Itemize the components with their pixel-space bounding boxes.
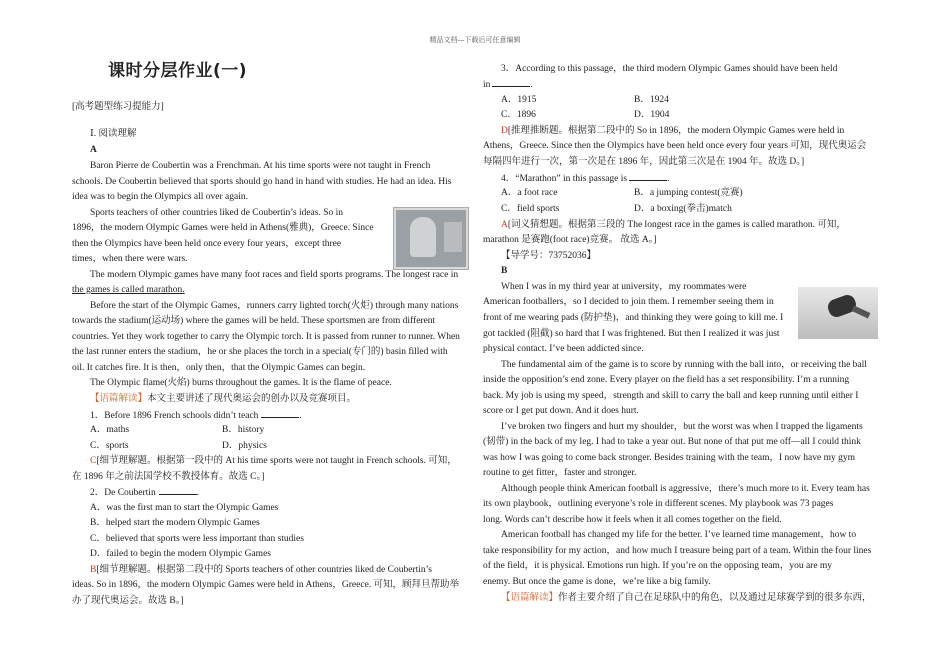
q3-option-b: B．1924 [634,95,669,105]
explanation-text: [词义猜想题。根据第三段的 The longest race in the games is called marathon. 可知， [507,220,846,230]
q3-explanation [501,124,844,140]
passage-a-line: then the Olympics have been held once every four years，except three [72,239,342,249]
question-4-text: 4．“Marathon” in this passage is [501,174,628,184]
passage-b-line: of the field，it is physical. Emotions run high. If you’re on the opposing team，you are my [483,561,833,571]
football-player-image [798,287,878,339]
passage-b-summary [501,591,872,607]
passage-a-line: the last runner enters the stadium，he or she places the torch in a special(专门的) basin filled with [72,347,448,357]
q4-option-b: B．a jumping contest(竞赛) [634,188,743,198]
question-3-in: in [483,80,491,90]
passage-b-line: When I was in my third year at university，my roommates were [501,282,747,292]
summary-text: 作者主要介绍了自己在足球队中的角色，以及通过足球赛学到的很多东西， [558,593,872,603]
passage-a-line: schools. De Coubertin believed that sports should go hand in hand with studies. He had an idea. His [72,177,452,187]
question-1: 1．Before 1896 French schools didn’t teach . [90,408,302,425]
passage-a-line: Sports teachers of other countries liked de Coubertin’s ideas. So in [90,208,344,218]
q4-explanation [501,218,846,234]
passage-a-summary [90,392,356,408]
q2-option-d: D．failed to begin the modern Olympic Games [90,549,271,559]
answer-blank [159,485,197,495]
passage-b-line: was how I was going to come back stronger. Besides training with the team，I now have my gym [483,453,856,463]
passage-b-line: The fundamental aim of the game is to score by running with the ball into，or receiving the ball [501,360,867,370]
q2-explanation-cont: ideas. So in 1896，the modern Olympic Games were held in Athens，Greece. 可知，顾拜旦帮助举 [72,580,460,590]
q4-option-d: D．a boxing(拳击)match [634,204,732,214]
passage-a-line: the games is called marathon. [72,285,185,295]
answer-blank [492,77,530,87]
q2-explanation [90,563,432,579]
q1-explanation [90,454,457,470]
passage-b-line: inside the opposition’s end zone. Every player on the field has a set responsibility. I’m a running [483,375,850,385]
coubertin-stamp-image [394,208,468,269]
passage-a-line: Before the start of the Olympic Games，runners carry lighted torch(火炬) through many nations [90,301,459,311]
q2-option-a: A．was the first man to start the Olympic Games [90,503,279,513]
answer-letter: D [501,126,508,136]
explanation-text: [细节理解题。根据第一段中的 At his time sports were not taught in French schools. 可知， [96,456,457,466]
page-header-note: 精品文档---下载后可任意编辑 [429,36,521,44]
portrait-shape [410,217,436,257]
question-3: 3．According to this passage，the third modern Olympic Games should have been held [501,64,838,74]
answer-letter: B [90,565,97,575]
answer-letter: C [90,456,97,466]
passage-b-line: its own playbook，outlining everyone’s role in different scenes. My playbook was 73 pages [483,499,834,509]
stamp-detail-shape [444,222,462,252]
passage-b-line: got tackled (阻截) so hard that I was frightened. But then I realized it was just [483,329,780,339]
passage-b-line: I’ve broken two fingers and hurt my shoulder，but the worst was when I trapped the ligaments [501,422,863,432]
q1-explanation-cont: 在 1896 年之前法国学校不教授体育。故选 C。] [72,472,265,482]
q2-option-b: B．helped start the modern Olympic Games [90,518,260,528]
q1-option-a: A．maths [90,425,130,435]
part-heading: Ⅰ. 阅读理解 [90,129,137,139]
q3-explanation-cont: Athens，Greece. Since then the Olympics have been held once every four years 可知，现代奥运会 [483,141,867,151]
q4-explanation-cont: marathon 是赛跑(foot race)竞赛。 故选 A。] [483,235,657,245]
passage-b-line: take responsibility for my action，and how much I treasure being part of a team. Within the four lines [483,546,872,556]
question-2-text: 2．De Coubertin [90,488,156,498]
q3-option-a: A．1915 [501,95,537,105]
explanation-text: [推理推断题。根据第二段中的 So in 1896，the modern Olympic Games were held in [507,126,845,136]
q4-option-c: C．field sports [501,204,560,214]
q1-option-b: B．history [222,425,265,435]
passage-a-line: idea was to begin the Olympics all over again. [72,192,248,202]
page-title: 课时分层作业(一) [108,61,248,81]
summary-label: 【语篇解读】 [90,394,148,404]
passage-a-label: A [90,145,97,155]
passage-a-line: oil. It catches fire. It is then，only then，that the Olympic Games can begin. [72,363,366,373]
question-3-cont: in . [483,77,533,94]
question-1-text: 1．Before 1896 French schools didn’t teach [90,411,259,421]
passage-b-line: American footballers，so I decided to join them. I remember seeing them in [483,297,774,307]
passage-a-line: The Olympic flame(火焰) burns throughout the games. It is the flame of peace. [90,378,392,388]
summary-text: 本文主要讲述了现代奥运会的创办以及竞赛项目。 [147,394,357,404]
summary-label: 【语篇解读】 [501,593,559,603]
passage-b-line: American football has changed my life for the better. I’ve learned time management，how to [501,530,857,540]
q4-option-a: A．a foot race [501,188,558,198]
passage-b-line: physical contact. I’ve been addicted since. [483,344,644,354]
question-2: 2．De Coubertin . [90,485,199,502]
guide-number: 【导学号：73752036】 [501,251,597,261]
passage-a-line: times，when there were wars. [72,254,188,264]
q3-explanation-cont: 每隔四年进行一次，第一次是在 1896 年，因此第三次是在 1904 年。故选 D。] [483,157,805,167]
q3-option-d: D．1904 [634,110,670,120]
passage-a-line: towards the stadium(运动场) where the games will be held. These sportsmen are from different [72,316,436,326]
player-leg-shape [852,305,871,318]
passage-b-line: routine to get fitter，faster and stronger. [483,468,637,478]
q2-option-c: C．believed that sports were less important than studies [90,534,304,544]
passage-a-line: 1896，the modern Olympic Games were held in Athens(雅典)，Greece. Since [72,223,374,233]
answer-blank [629,171,667,181]
passage-b-line: Although people think American football is aggressive，there’s much more to it. Every team has [501,484,870,494]
q1-option-d: D．physics [222,441,267,451]
answer-blank [261,408,299,418]
passage-a-line: countries. Yet they work together to carry the Olympic torch. It is passed from runner to runner. When [72,332,460,342]
passage-b-line: front of me wearing pads (防护垫)，and thinking they were going to kill me. I [483,313,784,323]
question-4: 4．“Marathon” in this passage is . [501,171,670,188]
passage-b-line: long. Words can’t describe how it feels when it all comes together on the field. [483,515,782,525]
passage-a-line: The modern Olympic games have many foot races and field sports programs. The longest race in [90,270,459,280]
q2-explanation-cont: 办了现代奥运会。故选 B。] [72,596,184,606]
passage-b-line: score or I get put down. And it does hurt. [483,406,639,416]
answer-letter: A [501,220,508,230]
passage-b-line: (韧带) in the back of my leg. I had to take a year out. But none of that put me off—all I could think [483,437,861,447]
q1-option-c: C．sports [90,441,129,451]
passage-a-line: Baron Pierre de Coubertin was a Frenchman. At his time sports were not taught in French [90,161,431,171]
explanation-text: [细节理解题。根据第二段中的 Sports teachers of other countries liked de Coubertin’s [96,565,432,575]
passage-b-line: back. My job is using my speed，strength and skill to carry the ball and keep running until either I [483,391,859,401]
passage-b-label: B [501,266,508,276]
q3-option-c: C．1896 [501,110,536,120]
passage-b-line: enemy. But once the game is done，we’re like a big family. [483,577,711,587]
section-tag: [高考题型练习提能力] [72,102,164,112]
